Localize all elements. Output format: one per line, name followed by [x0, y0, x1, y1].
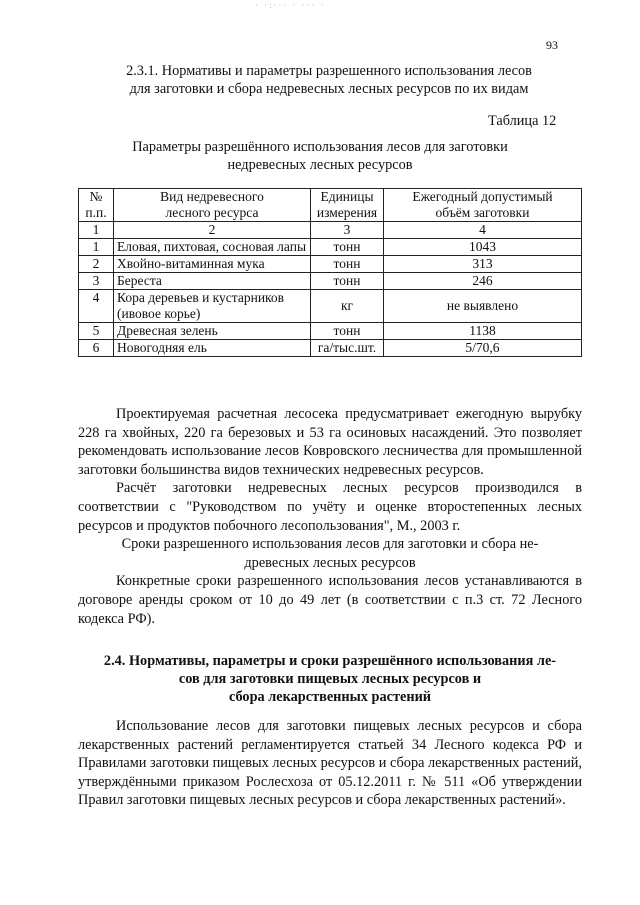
- table-row: [79, 340, 582, 357]
- index-cell: 3: [311, 222, 384, 239]
- header-number: [79, 189, 114, 222]
- row-number: 6: [79, 340, 114, 357]
- header-line: измерения: [316, 205, 378, 220]
- resource-type: Новогодняя ель: [114, 340, 311, 357]
- header-unit: [311, 189, 384, 222]
- norms-table: [78, 188, 582, 357]
- header-line: объём заготовки: [435, 205, 530, 220]
- row-number: 3: [79, 273, 114, 290]
- volume: 5/70,6: [384, 340, 582, 357]
- table-index-row: [79, 222, 582, 239]
- header-volume: [384, 189, 582, 222]
- final-text: [78, 717, 582, 810]
- header-line: Вид недревесного: [160, 189, 264, 204]
- table-row: [79, 290, 582, 323]
- subheading: [78, 535, 582, 572]
- volume: 313: [384, 256, 582, 273]
- resource-type: Кора деревьев и кустарников (ивовое корье): [114, 290, 311, 323]
- paragraph: Конкретные сроки разрешенного использования лесов устанавливаются в договоре аренды сроком от 10 до 49 лет (в соответствии с п.3 ст. 72 Лесного кодекса РФ).: [78, 573, 582, 627]
- unit: тонн: [311, 256, 384, 273]
- row-number: 4: [79, 290, 114, 323]
- table-header-row: [79, 189, 582, 222]
- resource-type: Еловая, пихтовая, сосновая лапы: [114, 239, 311, 256]
- section-24-title: [78, 652, 582, 706]
- subheading-line: Сроки разрешенного использования лесов для заготовки и сбора не-: [121, 536, 539, 553]
- subheading-line: древесных лесных ресурсов: [244, 554, 416, 571]
- table-row: [79, 239, 582, 256]
- unit: тонн: [311, 239, 384, 256]
- volume: 1138: [384, 323, 582, 340]
- unit: кг: [311, 290, 384, 323]
- unit: тонн: [311, 323, 384, 340]
- table-label: Таблица 12: [488, 113, 557, 129]
- section-24-title-line: 2.4. Нормативы, параметры и сроки разрешённого использования ле-: [103, 653, 557, 669]
- header-line: лесного ресурса: [165, 205, 259, 220]
- table-row: [79, 323, 582, 340]
- table-caption: [80, 138, 560, 174]
- body-text: [78, 405, 582, 628]
- table-row: [79, 273, 582, 290]
- row-number: 1: [79, 239, 114, 256]
- section-24-title-line: сбора лекарственных растений: [228, 689, 432, 705]
- resource-type: Древесная зелень: [114, 323, 311, 340]
- resource-type: Хвойно-витаминная мука: [114, 256, 311, 273]
- scan-artifact: · ·:·∙· · ··· ·: [255, 0, 326, 10]
- volume: 246: [384, 273, 582, 290]
- table-row: [79, 256, 582, 273]
- section-title-line: 2.3.1. Нормативы и параметры разрешенного использования лесов: [126, 63, 532, 79]
- paragraph: Расчёт заготовки недревесных лесных ресурсов производился в соответствии с "Руководством по учёту и оценке второстепенных лесных ресурсов и продуктов побочного лесопользования", М., 2003 г.: [78, 480, 582, 534]
- table-caption-line: Параметры разрешённого использования лесов для заготовки: [132, 139, 508, 155]
- row-number: 2: [79, 256, 114, 273]
- unit: га/тыс.шт.: [311, 340, 384, 357]
- volume: не выявлено: [384, 290, 582, 323]
- index-cell: 2: [114, 222, 311, 239]
- header-line: Ежегодный допустимый: [412, 189, 553, 204]
- paragraph: Проектируемая расчетная лесосека предусматривает ежегодную вырубку 228 га хвойных, 220 га березовых и 53 га осиновых насаждений. Это позволяет рекомендовать использование лесов Ковровского лесничества для промышленной заготовки большинства видов технических недревесных ресурсов.: [78, 406, 582, 478]
- section-title-line: для заготовки и сбора недревесных лесных ресурсов по их видам: [129, 81, 529, 97]
- header-line: п.п.: [85, 205, 107, 220]
- unit: тонн: [311, 273, 384, 290]
- index-cell: 1: [79, 222, 114, 239]
- paragraph: Использование лесов для заготовки пищевых лесных ресурсов и сбора лекарственных растений регламентируется статьей 34 Лесного кодекса РФ и Правилами заготовки пищевых лесных ресурсов и сбора лекарственных растений, утверждёнными приказом Рослесхоза от 05.12.2011 г. № 511 «Об утверждении Правил заготовки пищевых лесных ресурсов и сбора лекарственных растений».: [78, 718, 582, 809]
- header-line: Единицы: [320, 189, 374, 204]
- section-title: [60, 62, 598, 98]
- volume: 1043: [384, 239, 582, 256]
- resource-type: Береста: [114, 273, 311, 290]
- row-number: 5: [79, 323, 114, 340]
- page-number: 93: [546, 38, 558, 52]
- index-cell: 4: [384, 222, 582, 239]
- table-caption-line: недревесных лесных ресурсов: [227, 157, 413, 173]
- header-line: №: [89, 189, 103, 204]
- header-resource-type: [114, 189, 311, 222]
- section-24-title-line: сов для заготовки пищевых лесных ресурсов и: [178, 671, 482, 687]
